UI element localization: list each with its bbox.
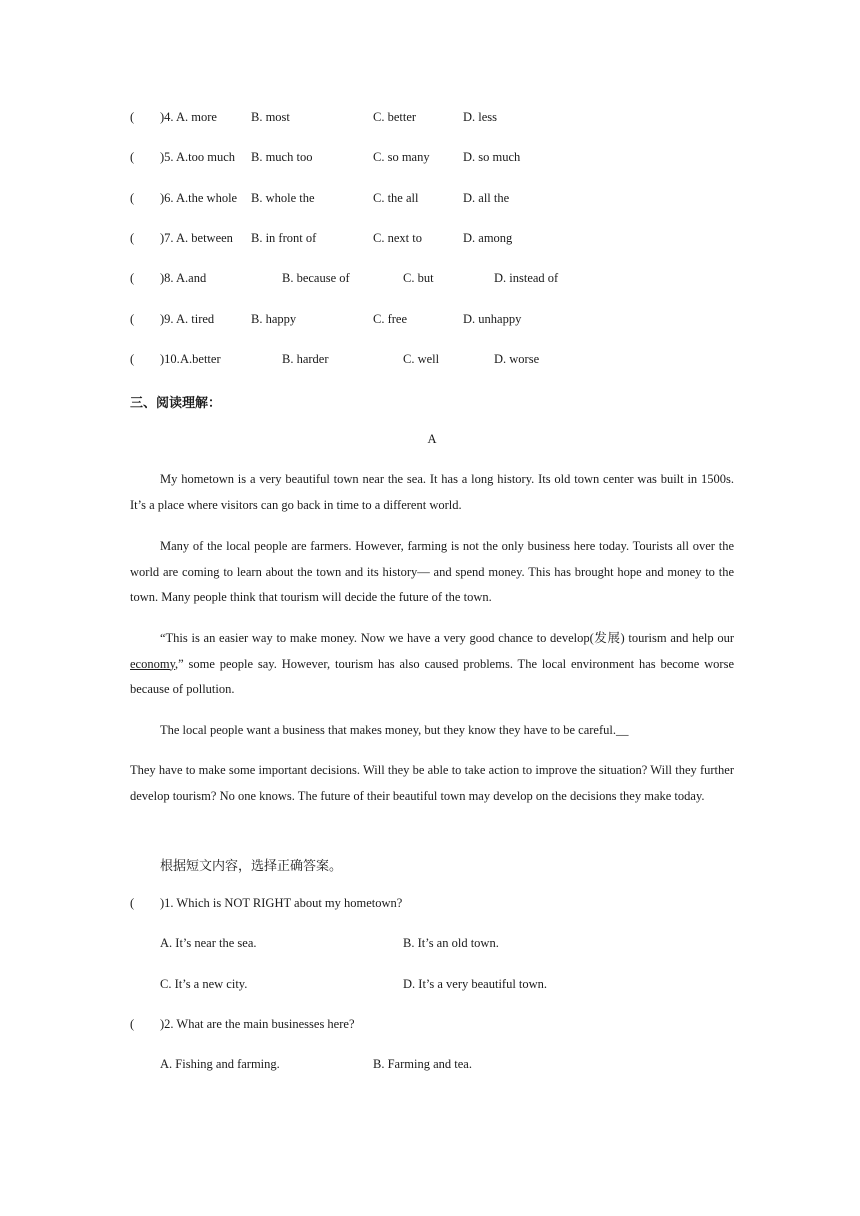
- option-a: A. tired: [176, 312, 215, 326]
- option-a: A.better: [180, 352, 221, 366]
- q2-option-b: B. Farming and tea.: [373, 1057, 472, 1071]
- option-a: A. more: [176, 110, 217, 124]
- option-b: B. harder: [282, 352, 329, 366]
- option-b: B. in front of: [251, 231, 317, 245]
- option-c: C. the all: [373, 191, 419, 205]
- paragraph-1: My hometown is a very beautiful town near the sea. It has a long history. Its old town center was built in 1500s. It’s a place where visitors can go back in time to a different world.: [130, 472, 734, 512]
- option-c: C. so many: [373, 150, 430, 164]
- option-c: C. well: [403, 352, 440, 366]
- underlined-word: economy: [130, 656, 176, 671]
- option-d: D. so much: [463, 150, 521, 164]
- option-d: D. instead of: [494, 271, 559, 285]
- option-a: A.and: [176, 271, 207, 285]
- paragraph-2: Many of the local people are farmers. However, farming is not the only business here today. Tourists all over the world are coming to learn about the town and its history— and spend money. This has brought hope and money to the town. Many people think that tourism will decide the future of the town.: [130, 539, 734, 604]
- option-b: B. happy: [251, 312, 297, 326]
- option-d: D. among: [463, 231, 513, 245]
- item-number: )4.: [160, 110, 174, 124]
- answer-paren: (: [130, 110, 135, 124]
- cloze-item-10: [130, 352, 734, 372]
- answer-paren: (: [130, 231, 135, 245]
- option-c: C. next to: [373, 231, 422, 245]
- item-number: )8.: [160, 271, 174, 285]
- option-b: B. most: [251, 110, 290, 124]
- paragraph-5: They have to make some important decisions. Will they be able to take action to improve the situation? Will they further develop tourism? No one knows. The future of their beautiful town may develop on the decisions they make today.: [130, 763, 734, 803]
- question-2: [130, 1017, 734, 1037]
- option-a: A. between: [176, 231, 233, 245]
- question-stem: )1. Which is NOT RIGHT about my hometown?: [160, 896, 403, 910]
- cloze-item-6: [130, 191, 734, 211]
- paragraph-3: [130, 626, 734, 703]
- answer-paren: (: [130, 191, 135, 205]
- option-d: D. unhappy: [463, 312, 522, 326]
- option-b: B. whole the: [251, 191, 315, 205]
- item-number: )7.: [160, 231, 174, 245]
- option-d: D. all the: [463, 191, 510, 205]
- option-b: B. because of: [282, 271, 350, 285]
- cloze-item-7: [130, 231, 734, 251]
- option-c: C. better: [373, 110, 417, 124]
- option-a: A.the whole: [176, 191, 238, 205]
- cloze-item-8: [130, 271, 734, 291]
- paragraph-4: The local people want a business that makes money, but they know they have to be careful.__: [160, 723, 629, 737]
- q1-option-c: C. It’s a new city.: [160, 977, 248, 991]
- cloze-item-5: [130, 150, 734, 170]
- section-title: 三、阅读理解：: [130, 396, 222, 411]
- cloze-item-9: [130, 312, 734, 332]
- answer-paren: (: [130, 1017, 135, 1031]
- item-number: )10.: [160, 352, 180, 366]
- option-d: D. less: [463, 110, 498, 124]
- q1-option-b: B. It’s an old town.: [403, 936, 499, 950]
- option-c: C. but: [403, 271, 434, 285]
- passage-label: A: [427, 432, 437, 446]
- paragraph-3-text-a: “This is an easier way to make money. Now we have a very good chance to develop(发展) tourism and help our: [160, 631, 734, 645]
- option-c: C. free: [373, 312, 408, 326]
- question-1: [130, 896, 734, 916]
- answer-paren: (: [130, 271, 135, 285]
- item-number: )5.: [160, 150, 174, 164]
- option-d: D. worse: [494, 352, 540, 366]
- paragraph-3-text-b: ,” some people say. However, tourism has also caused problems. The local environment has become worse because of pollution.: [130, 656, 734, 696]
- instruction: 根据短文内容，选择正确答案。: [160, 859, 343, 874]
- cloze-item-4: [130, 110, 734, 130]
- answer-paren: (: [130, 896, 135, 910]
- q1-option-d: D. It’s a very beautiful town.: [403, 977, 548, 991]
- q1-option-a: A. It’s near the sea.: [160, 936, 257, 950]
- option-a: A.too much: [176, 150, 236, 164]
- answer-paren: (: [130, 312, 135, 326]
- q2-option-a: A. Fishing and farming.: [160, 1057, 280, 1071]
- item-number: )9.: [160, 312, 174, 326]
- answer-paren: (: [130, 150, 135, 164]
- answer-paren: (: [130, 352, 135, 366]
- item-number: )6.: [160, 191, 174, 205]
- option-b: B. much too: [251, 150, 313, 164]
- question-stem: )2. What are the main businesses here?: [160, 1017, 355, 1031]
